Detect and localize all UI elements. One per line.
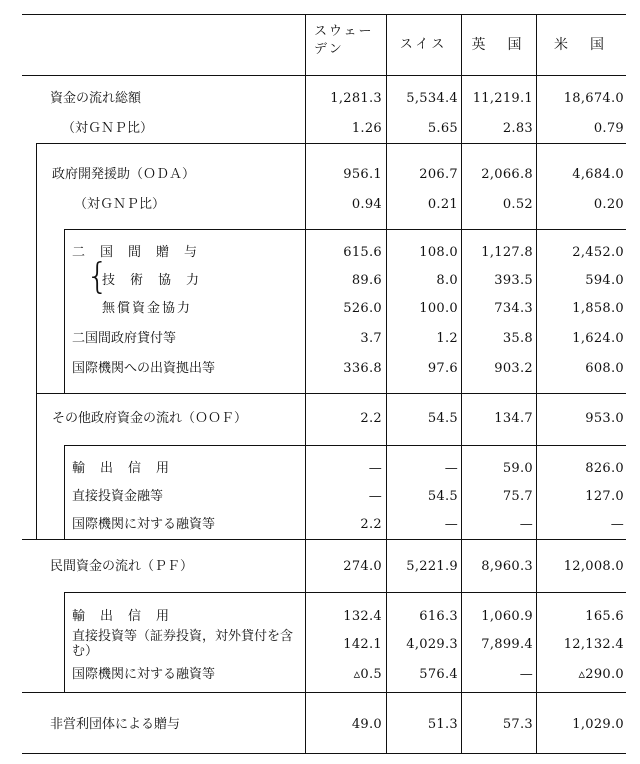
section-rule [36,143,626,144]
cell-value: 2.2 [360,411,382,426]
cell-value: — [444,461,458,476]
cell-value: 8.0 [436,273,458,288]
cell-value: 1.2 [436,331,458,346]
cell-value: 134.7 [494,411,533,426]
cell-value: 2.2 [360,517,382,532]
cell-value: 49.0 [351,717,382,732]
cell-value: 393.5 [494,273,533,288]
cell-value: 0.94 [351,197,382,212]
cell-value: 54.5 [427,411,458,426]
cell-value: 3.7 [360,331,382,346]
cell-value: 18,674.0 [563,91,624,106]
section-rule [64,592,626,593]
cell-value: 75.7 [502,489,533,504]
cell-value: 1,060.9 [481,609,533,624]
row-label: 直接投資等（証券投資，対外貸付を含む） [72,629,294,659]
cell-value: 132.4 [343,609,382,624]
cell-value: 1,624.0 [572,331,624,346]
cell-value: 826.0 [585,461,624,476]
cell-value: 97.6 [427,361,458,376]
cell-value: 336.8 [343,361,382,376]
cell-value: 1.26 [351,121,382,136]
cell-value: 615.6 [343,245,382,260]
cell-value: — [368,461,382,476]
row-label: （対ＧＮＰ比） [74,197,166,212]
cell-value: — [368,489,382,504]
cell-value: 2,066.8 [481,167,533,182]
brace-left: { [86,256,109,297]
cell-value: 5,534.4 [406,91,458,106]
row-label: 国際機関に対する融資等 [72,517,216,532]
cell-value: — [519,517,533,532]
group-bracket-official [36,143,37,539]
cell-value: 1,858.0 [572,301,624,316]
cell-value: 108.0 [419,245,458,260]
cell-value: 0.52 [502,197,533,212]
cell-value: 5,221.9 [406,559,458,574]
cell-value: 54.5 [427,489,458,504]
column-header-us: 米 国 [554,37,608,53]
cell-value: 165.6 [585,609,624,624]
oda-flow-table [22,14,626,754]
cell-value: 956.1 [343,167,382,182]
row-label: （対ＧＮＰ比） [62,121,154,136]
section-rule [64,229,626,230]
row-label: 国際機関への出資拠出等 [72,361,216,376]
cell-value: 953.0 [585,411,624,426]
row-label: 民間資金の流れ（ＰＦ） [50,559,194,574]
cell-value: 526.0 [343,301,382,316]
cell-value: 274.0 [343,559,382,574]
row-label: 国際機関に対する融資等 [72,667,216,682]
row-label: 非営利団体による贈与 [50,717,181,732]
section-rule [36,393,626,394]
row-label: 直接投資金融等 [72,489,164,504]
section-rule [64,445,626,446]
cell-value: 734.3 [494,301,533,316]
cell-value: 12,132.4 [563,637,624,652]
section-rule [22,692,626,693]
cell-value: 206.7 [419,167,458,182]
cell-value: 12,008.0 [563,559,624,574]
cell-value: 4,684.0 [572,167,624,182]
cell-value: 1,281.3 [330,91,382,106]
row-label: 政府開発援助（ＯＤＡ） [52,167,196,182]
cell-value: 89.6 [351,273,382,288]
cell-value: 0.21 [427,197,458,212]
group-bracket-oda [64,229,65,393]
cell-value: ▵290.0 [578,667,624,682]
group-bracket-pf [64,592,65,692]
cell-value: 8,960.3 [481,559,533,574]
cell-value: 100.0 [419,301,458,316]
cell-value: 1,127.8 [481,245,533,260]
row-label: 輸 出 信 用 [72,609,171,624]
cell-value: 0.20 [593,197,624,212]
row-label: 輸 出 信 用 [72,461,171,476]
section-rule [22,539,626,540]
row-label: その他政府資金の流れ（ＯＯＦ） [52,411,248,426]
row-label: 資金の流れ総額 [50,91,142,106]
cell-value: 1,029.0 [572,717,624,732]
cell-value: — [610,517,624,532]
cell-value: 0.79 [593,121,624,136]
cell-value: 5.65 [427,121,458,136]
cell-value: 11,219.1 [472,91,533,106]
cell-value: ▵0.5 [353,667,382,682]
cell-value: 2.83 [502,121,533,136]
cell-value: 35.8 [502,331,533,346]
cell-value: — [519,667,533,682]
cell-value: 576.4 [419,667,458,682]
cell-value: 57.3 [502,717,533,732]
row-label: 二 国 間 贈 与 [72,245,199,260]
row-label: 二国間政府貸付等 [72,331,177,346]
cell-value: 7,899.4 [481,637,533,652]
cell-value: 127.0 [585,489,624,504]
cell-value: 594.0 [585,273,624,288]
cell-value: 4,029.3 [406,637,458,652]
cell-value: 51.3 [427,717,458,732]
group-bracket-oof [64,445,65,539]
cell-value: — [444,517,458,532]
cell-value: 903.2 [494,361,533,376]
cell-value: 2,452.0 [572,245,624,260]
cell-value: 608.0 [585,361,624,376]
row-label: 技 術 協 力 [102,273,201,288]
column-header-switzerland: スイス [399,37,448,52]
cell-value: 142.1 [343,637,382,652]
row-label: 無償資金協力 [102,301,193,316]
cell-value: 59.0 [502,461,533,476]
column-header-uk: 英 国 [471,37,526,53]
cell-value: 616.3 [419,609,458,624]
column-header-sweden: スウェーデン [314,24,374,57]
